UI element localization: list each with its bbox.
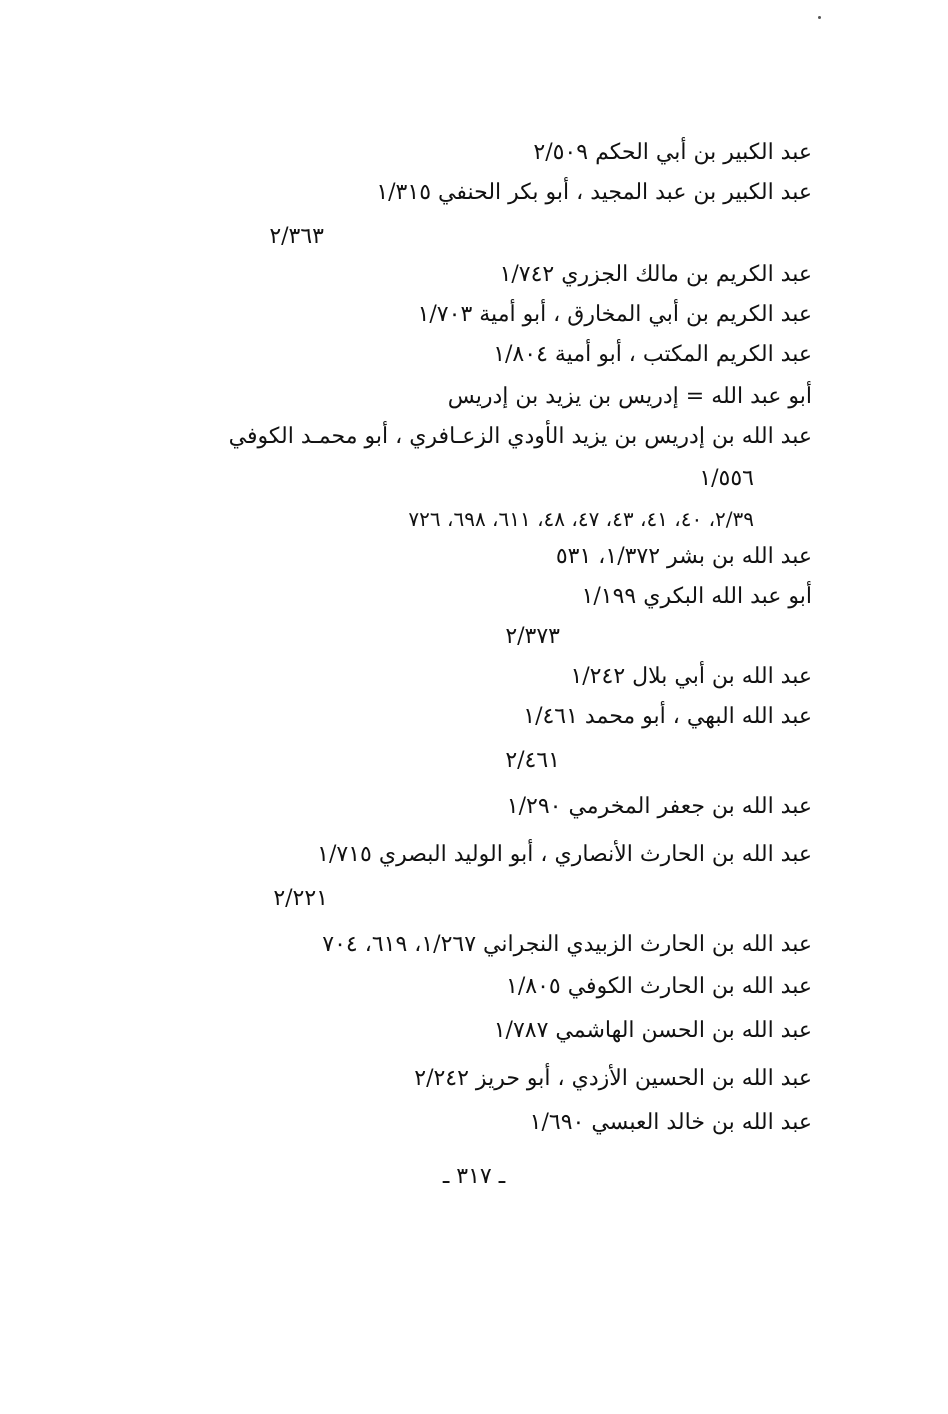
- index-entry: عبد الله بن بشر ١/٣٧٢، ٥٣١: [555, 544, 812, 569]
- index-entry: عبد الكبير بن أبي الحكم ٢/٥٠٩: [533, 140, 812, 165]
- index-entry-continuation: ٢/٢٢١: [273, 886, 328, 911]
- index-entry: عبد الله بن إدريس بن يزيد الأودي الزعـافري ، أبو محمـد الكوفي: [228, 424, 812, 449]
- index-entry: عبد الله البهي ، أبو محمد ١/٤٦١: [523, 704, 812, 729]
- index-entry-continuation: ٢/٣٩، ٤٠، ٤١، ٤٣، ٤٧، ٤٨، ٦١١، ٦٩٨، ٧٢٦: [408, 507, 754, 531]
- index-entry: عبد الله بن الحارث الأنصاري ، أبو الوليد البصري ١/٧١٥: [317, 842, 812, 867]
- index-entry-continuation: ٢/٣٦٣: [269, 224, 324, 249]
- index-entry: عبد الكبير بن عبد المجيد ، أبو بكر الحنفي ١/٣١٥: [376, 180, 812, 205]
- index-entry: عبد الكريم بن مالك الجزري ١/٧٤٢: [499, 262, 812, 287]
- index-entry: عبد الله بن الحارث الزبيدي النجراني ١/٢٦٧، ٦١٩، ٧٠٤: [322, 932, 812, 957]
- index-entry: عبد الله بن خالد العبسي ١/٦٩٠: [529, 1110, 812, 1135]
- index-entry: عبد الله بن الحسن الهاشمي ١/٧٨٧: [493, 1018, 812, 1043]
- index-entry: عبد الله بن جعفر المخرمي ١/٢٩٠: [506, 794, 812, 819]
- index-entry-continuation: ٢/٣٧٣: [505, 624, 560, 649]
- page-number: ـ ٣١٧ ـ: [442, 1164, 506, 1189]
- scan-speck: [818, 16, 821, 19]
- index-entry: عبد الله بن الحسين الأزدي ، أبو حريز ٢/٢٤٢: [414, 1066, 812, 1091]
- index-entry: عبد الله بن أبي بلال ١/٢٤٢: [570, 664, 812, 689]
- index-entry: عبد الكريم بن أبي المخارق ، أبو أمية ١/٧٠٣: [417, 302, 812, 327]
- index-entry: عبد الله بن الحارث الكوفي ١/٨٠٥: [506, 974, 812, 999]
- index-entry-continuation: ٢/٤٦١: [505, 748, 560, 773]
- index-entry: عبد الكريم المكتب ، أبو أمية ١/٨٠٤: [493, 342, 812, 367]
- index-entry: أبو عبد الله البكري ١/١٩٩: [581, 584, 812, 609]
- index-entry: أبو عبد الله = إدريس بن يزيد بن إدريس: [447, 384, 812, 409]
- index-entry-continuation: ١/٥٥٦: [699, 466, 754, 491]
